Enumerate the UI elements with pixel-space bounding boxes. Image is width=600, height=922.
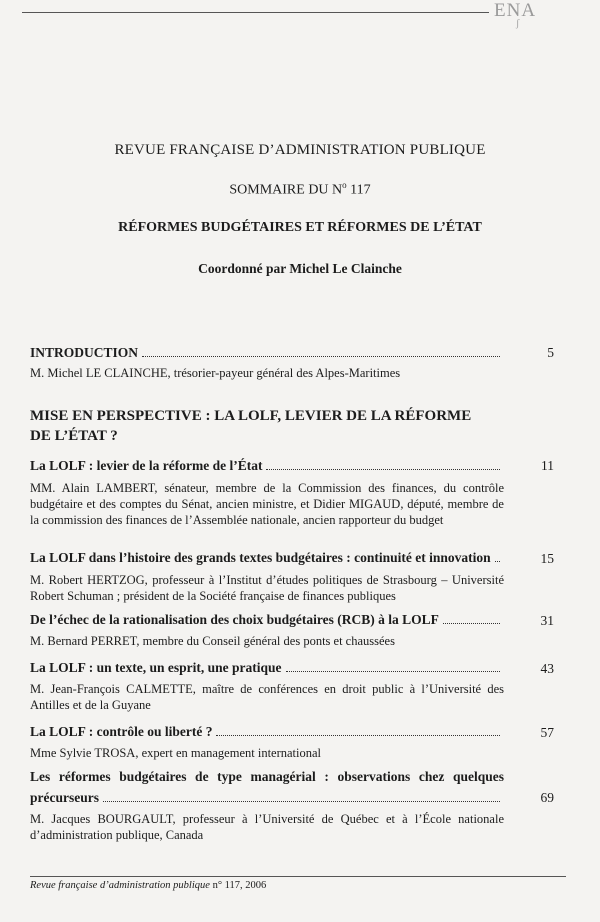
dot-leader — [216, 735, 500, 736]
entry-title: La LOLF : un texte, un esprit, une pratique — [30, 660, 282, 675]
dot-leader — [266, 469, 500, 470]
entry-author: M. Bernard PERRET, membre du Conseil général des ponts et chaussées — [30, 634, 395, 648]
toc-entry-lolf-levier[interactable] — [30, 457, 500, 474]
toc-entry-lolf-histoire[interactable] — [30, 549, 500, 566]
footer-rule — [30, 876, 566, 877]
toc-entry-controle-liberte[interactable] — [30, 723, 500, 740]
toc-entry-texte-esprit[interactable] — [30, 659, 500, 676]
sommaire-title — [0, 180, 600, 199]
dot-leader — [142, 356, 500, 357]
dot-leader — [495, 561, 500, 562]
sommaire-prefix: SOMMAIRE DU N — [229, 182, 343, 198]
journal-title: REVUE FRANÇAISE D’ADMINISTRATION PUBLIQUE — [114, 142, 486, 158]
entry-title-line2-row — [30, 789, 500, 806]
entry-title-line2: précurseurs — [30, 790, 99, 805]
entry-author: M. Robert HERTZOG, professeur à l’Institut d’études politiques de Strasbourg – Université Robert Schuman ; président de la Société française de finances publiques — [30, 573, 504, 603]
entry-author: MM. Alain LAMBERT, sénateur, membre de la Commission des finances, du contrôle budgétaire et des comptes du Sénat, ancien ministre, et Didier MIGAUD, député, membre de la commission des finances de l’Assemblée nationale, ancien rapporteur du budget — [30, 481, 504, 527]
entry-title: De l’échec de la rationalisation des choix budgétaires (RCB) à la LOLF — [30, 612, 439, 627]
section-heading-line1: MISE EN PERSPECTIVE : LA LOLF, LEVIER DE LA RÉFORME — [30, 408, 472, 424]
entry-title: La LOLF : levier de la réforme de l’État — [30, 458, 263, 473]
entry-author: M. Michel LE CLAINCHE, trésorier-payeur général des Alpes-Maritimes — [30, 366, 401, 380]
entry-title: La LOLF : contrôle ou liberté ? — [30, 724, 213, 739]
toc-entry-introduction[interactable] — [30, 344, 500, 361]
dot-leader — [443, 623, 500, 624]
sommaire-sup: o — [342, 180, 347, 190]
entry-title-line1: Les réformes budgétaires de type managérial : observations chez quelques — [30, 769, 504, 784]
page-number: 57 — [540, 725, 554, 740]
page-footer — [30, 880, 266, 891]
page-number: 11 — [541, 458, 554, 473]
page-number: 15 — [540, 551, 554, 566]
section-heading-line2: DE L’ÉTAT ? — [30, 428, 118, 444]
section-heading — [30, 406, 510, 446]
page-number: 43 — [540, 661, 554, 676]
page-number: 5 — [547, 345, 554, 360]
coordinator: Coordonné par Michel Le Clainche — [198, 261, 402, 276]
footer-issue: n° 117, 2006 — [209, 880, 267, 891]
ena-stamp: ENA — [494, 0, 537, 21]
toc-entry-rcb[interactable] — [30, 611, 500, 628]
footer-journal: Revue française d’administration publique — [30, 880, 210, 891]
entry-author: Mme Sylvie TROSA, expert en management international — [30, 746, 322, 760]
entry-author: M. Jean-François CALMETTE, maître de conférences en droit public à l’Université des Antilles et de la Guyane — [30, 682, 504, 712]
issue-theme: RÉFORMES BUDGÉTAIRES ET RÉFORMES DE L’ÉTAT — [118, 220, 482, 235]
sommaire-number: 117 — [346, 182, 371, 198]
page-number: 69 — [540, 790, 554, 805]
entry-author: M. Jacques BOURGAULT, professeur à l’Université de Québec et à l’École nationale d’administration publique, Canada — [30, 812, 504, 842]
stamp-mark: ʃ — [516, 18, 520, 29]
dot-leader — [286, 671, 500, 672]
entry-title: La LOLF dans l’histoire des grands textes budgétaires : continuité et innovation — [30, 550, 491, 565]
dot-leader — [103, 801, 500, 802]
entry-title: INTRODUCTION — [30, 345, 139, 360]
page-number: 31 — [540, 613, 554, 628]
top-rule — [22, 12, 489, 13]
